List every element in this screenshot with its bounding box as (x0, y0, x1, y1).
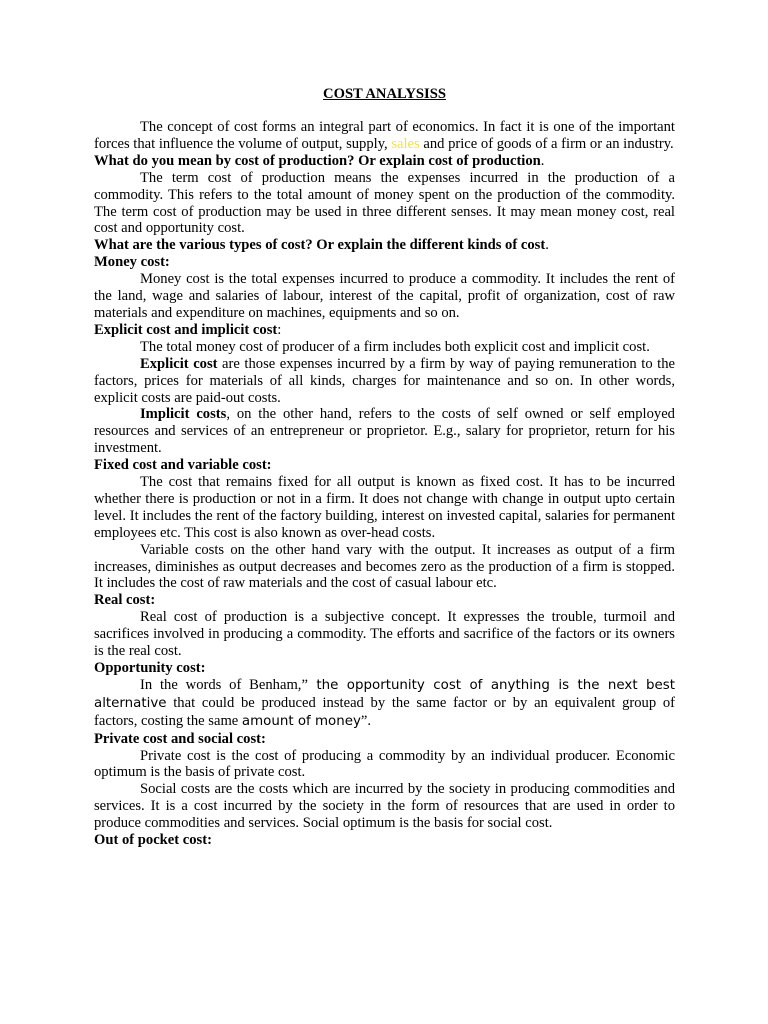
explicit-text: are those expenses incurred by a firm by way of paying remuneration to the factors, prices for materials of all kinds, charges for maintenance and so on. In other words, explicit costs are paid-out costs. (94, 355, 675, 406)
heading-trailer: : (277, 321, 282, 338)
intro-paragraph (94, 119, 675, 153)
implicit-term: Implicit costs (140, 406, 227, 423)
quote-continuation: that could be produced instead by the same factor or by an equivalent group of factors, costing the same (94, 694, 675, 729)
fixed-cost-paragraph: The cost that remains fixed for all output is known as fixed cost. It has to be incurred whether there is production or not in a firm. It does not change with change in output upto certain level. It includes the rent of the factory building, interest on invested capital, salaries for permanent employees etc. This cost is also known as over-head costs. (94, 474, 675, 541)
explicit-cost-paragraph (94, 356, 675, 407)
explicit-term: Explicit cost (140, 355, 218, 372)
social-cost-paragraph: Social costs are the costs which are incurred by the society in producing commodities and services. It is a cost incurred by the society in the form of resources that are used in order to produce commodities and services. Social optimum is the basis for social cost. (94, 781, 675, 832)
quote-intro: In the words of Benham,” (140, 676, 308, 693)
question-types-of-cost (94, 237, 675, 254)
heading-opportunity-cost: Opportunity cost: (94, 660, 206, 676)
private-cost-paragraph: Private cost is the cost of producing a commodity by an individual producer. Economic optimum is the basis of private cost. (94, 747, 675, 781)
explicit-implicit-paragraph: The total money cost of producer of a firm includes both explicit cost and implicit cost. (140, 338, 650, 355)
money-cost-paragraph: Money cost is the total expenses incurred to produce a commodity. It includes the rent of the land, wage and salaries of labour, interest of the capital, profit of organization, cost of raw materials and expenditure on machines, equipments and so on. (94, 271, 675, 321)
highlighted-word: sales (391, 135, 420, 152)
question-trailer: . (545, 237, 549, 254)
heading-real-cost: Real cost: (94, 592, 156, 609)
quote-end: ”. (360, 712, 372, 729)
variable-cost-paragraph: Variable costs on the other hand vary with the output. It increases as output of a firm increases, diminishes as output decreases and becomes zero as the production of a firm is stopped. It includes the cost of raw materials and the cost of casual labour etc. (94, 541, 675, 592)
implicit-text: , on the other hand, refers to the costs of self owned or self employed resources and services of an entrepreneur or proprietor. E.g., salary for proprietor, return for his investment. (94, 406, 675, 457)
intro-text-after: and price of goods of a firm or an industry. (419, 135, 674, 152)
heading-text: Explicit cost and implicit cost (94, 321, 278, 338)
question-text: What are the various types of cost? Or explain the different kinds of cost (94, 237, 546, 254)
intro-text-before: The concept of cost forms an integral part of economics. In fact it is one of the important forces that influence the volume of output, supply, (94, 119, 675, 152)
question-trailer: . (540, 152, 545, 169)
heading-explicit-implicit (94, 322, 675, 339)
quote-sans-money: amount of money (241, 713, 361, 729)
question-text: What do you mean by cost of production? Or explain cost of production (94, 152, 541, 169)
quote-sans-part: the opportunity cost of anything is the next best alternative (94, 677, 675, 711)
heading-fixed-variable: Fixed cost and variable cost: (94, 457, 272, 474)
heading-out-of-pocket: Out of pocket cost: (94, 832, 212, 849)
implicit-cost-paragraph (94, 406, 675, 457)
opportunity-cost-paragraph (94, 677, 675, 731)
document-title: COST ANALYSISS (323, 86, 446, 102)
heading-money-cost: Money cost: (94, 254, 170, 271)
real-cost-paragraph: Real cost of production is a subjective concept. It expresses the trouble, turmoil and sacrifices involved in producing a commodity. The efforts and sacrifice of the factors or its owners is the real cost. (94, 609, 675, 660)
heading-private-social: Private cost and social cost: (94, 730, 266, 747)
question-cost-of-production (94, 153, 675, 170)
answer-cost-of-production: The term cost of production means the expenses incurred in the production of a commodity. This refers to the total amount of money spent on the production of the commodity. The term cost of production may be used in three different senses. It may mean money cost, real cost and opportunity cost. (94, 169, 675, 237)
